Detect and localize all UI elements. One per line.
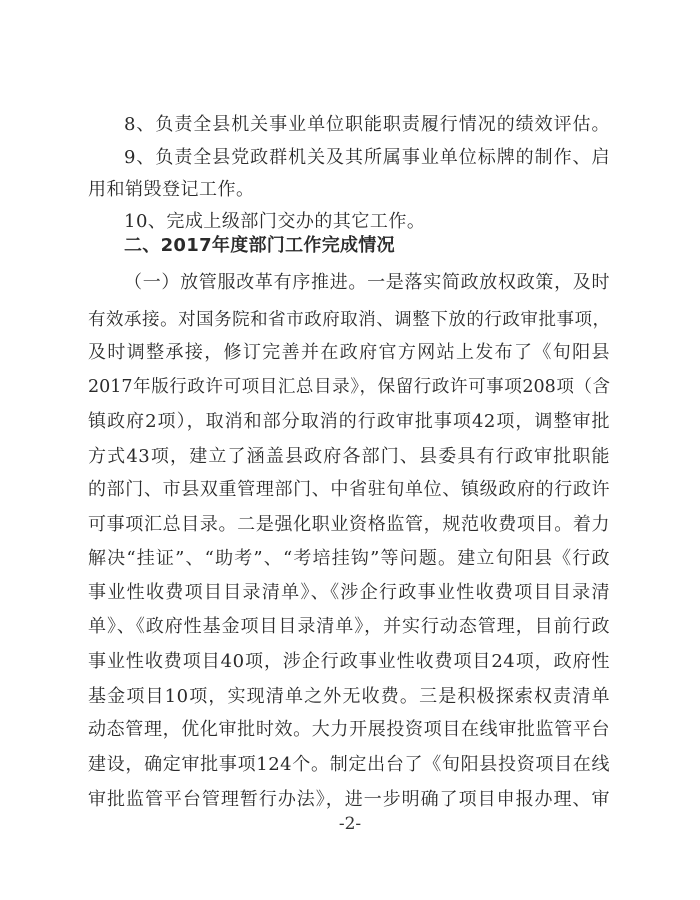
text-line: 单》、《政府性基金项目目录清单》，并实行动态管理，目前行政 (88, 616, 610, 637)
text-line: 可事项汇总目录。二是强化职业资格监管，规范收费项目。着力 (88, 514, 610, 535)
text-line: 解决“挂证”、“助考”、“考培挂钩”等问题。建立旬阳县《行政 (88, 548, 610, 569)
text-line: 基金项目10项，实现清单之外无收费。三是积极探索权责清单 (88, 686, 610, 707)
text-line: 事业性收费项目目录清单》、《涉企行政事业性收费项目目录清 (88, 582, 610, 603)
text-line-item-9: 9、负责全县党政群机关及其所属事业单位标牌的制作、启 (124, 147, 610, 168)
text-line: 建设，确定审批事项124个。制定出台了《旬阳县投资项目在线 (88, 754, 610, 775)
text-line: 及时调整承接，修订完善并在政府官方网站上发布了《旬阳县 (88, 342, 610, 363)
text-line: 方式43项，建立了涵盖县政府各部门、县委具有行政审批职能 (88, 446, 610, 467)
text-line: 动态管理，优化审批时效。大力开展投资项目在线审批监管平台 (88, 719, 610, 740)
text-line: 有效承接。对国务院和省市政府取消、调整下放的行政审批事项， (88, 310, 610, 330)
text-line-item-8: 8、负责全县机关事业单位职能职责履行情况的绩效评估。 (124, 114, 610, 135)
page-number: -2- (338, 814, 362, 834)
text-line: 审批监管平台管理暂行办法》，进一步明确了项目申报办理、审 (88, 789, 610, 810)
text-line-subsection-1: （一）放管服改革有序推进。一是落实简政放权政策，及时 (124, 272, 610, 293)
text-line: 2017年版行政许可项目汇总目录》，保留行政许可事项208项（含 (88, 377, 610, 397)
text-line: 事业性收费项目40项，涉企行政事业性收费项目24项，政府性 (88, 651, 610, 672)
text-line: 的部门、市县双重管理部门、中省驻旬单位、镇级政府的行政许 (88, 479, 610, 500)
section-heading: 二、2017年度部门工作完成情况 (124, 235, 395, 256)
text-line-item-10: 10、完成上级部门交办的其它工作。 (124, 211, 426, 232)
text-line: 镇政府2项），取消和部分取消的行政审批事项42项，调整审批 (88, 411, 610, 432)
text-line: 用和销毁登记工作。 (88, 179, 255, 200)
